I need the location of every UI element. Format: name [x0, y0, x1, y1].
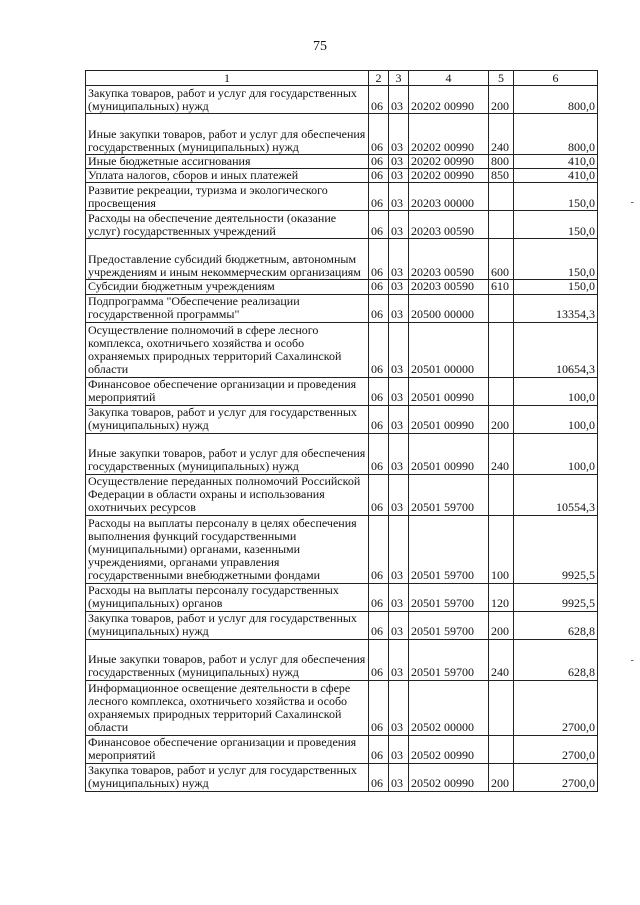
table-row	[86, 474, 598, 515]
row-subsection: 03	[389, 735, 409, 763]
row-amount: 628,8	[514, 639, 598, 680]
row-target-article: 20501 59700	[409, 639, 489, 680]
row-expense-type	[489, 294, 514, 322]
row-section: 06	[369, 680, 389, 735]
row-section: 06	[369, 155, 389, 169]
table-row	[86, 183, 598, 211]
row-name: Иные бюджетные ассигнования	[86, 155, 369, 169]
row-section: 06	[369, 474, 389, 515]
table-header-row	[86, 71, 598, 86]
page-number: 75	[313, 39, 327, 54]
table-row	[86, 239, 598, 280]
row-section: 06	[369, 405, 389, 433]
row-subsection: 03	[389, 377, 409, 405]
row-name: Финансовое обеспечение организации и проведения мероприятий	[86, 735, 369, 763]
row-amount: 10554,3	[514, 474, 598, 515]
row-subsection: 03	[389, 515, 409, 583]
row-target-article: 20203 00590	[409, 211, 489, 239]
row-expense-type: 100	[489, 515, 514, 583]
header-col-1: 1	[86, 71, 369, 86]
table-row	[86, 763, 598, 791]
row-section: 06	[369, 611, 389, 639]
row-target-article: 20202 00990	[409, 114, 489, 155]
header-col-5: 5	[489, 71, 514, 86]
table-row	[86, 322, 598, 377]
row-target-article: 20501 00000	[409, 322, 489, 377]
table-row	[86, 294, 598, 322]
row-amount: 100,0	[514, 405, 598, 433]
row-subsection: 03	[389, 183, 409, 211]
row-target-article: 20501 59700	[409, 515, 489, 583]
row-amount: 100,0	[514, 377, 598, 405]
row-amount: 410,0	[514, 169, 598, 183]
row-section: 06	[369, 211, 389, 239]
row-expense-type: 800	[489, 155, 514, 169]
row-expense-type: 610	[489, 280, 514, 294]
row-name: Расходы на обеспечение деятельности (оказание услуг) государственных учреждений	[86, 211, 369, 239]
row-expense-type: 200	[489, 611, 514, 639]
row-target-article: 20203 00000	[409, 183, 489, 211]
header-col-3: 3	[389, 71, 409, 86]
row-expense-type: 850	[489, 169, 514, 183]
row-amount: 410,0	[514, 155, 598, 169]
row-expense-type: 200	[489, 405, 514, 433]
row-subsection: 03	[389, 474, 409, 515]
row-section: 06	[369, 735, 389, 763]
row-subsection: 03	[389, 583, 409, 611]
row-name: Развитие рекреации, туризма и экологического просвещения	[86, 183, 369, 211]
row-name: Расходы на выплаты персоналу государственных (муниципальных) органов	[86, 583, 369, 611]
row-section: 06	[369, 169, 389, 183]
row-target-article: 20203 00590	[409, 239, 489, 280]
row-amount: 150,0	[514, 183, 598, 211]
row-section: 06	[369, 294, 389, 322]
budget-table	[85, 70, 598, 792]
header-col-6: 6	[514, 71, 598, 86]
row-name: Иные закупки товаров, работ и услуг для обеспечения государственных (муниципальных) нужд	[86, 639, 369, 680]
row-name: Предоставление субсидий бюджетным, автономным учреждениям и иным некоммерческим организациям	[86, 239, 369, 280]
row-expense-type	[489, 377, 514, 405]
table-row	[86, 433, 598, 474]
row-amount: 2700,0	[514, 735, 598, 763]
row-target-article: 20502 00990	[409, 763, 489, 791]
row-amount: 10654,3	[514, 322, 598, 377]
row-amount: 2700,0	[514, 763, 598, 791]
row-subsection: 03	[389, 155, 409, 169]
table-row	[86, 735, 598, 763]
row-subsection: 03	[389, 294, 409, 322]
row-expense-type	[489, 680, 514, 735]
scan-edge-mark: -	[630, 655, 634, 666]
row-name: Закупка товаров, работ и услуг для государственных (муниципальных) нужд	[86, 763, 369, 791]
row-name: Подпрограмма "Обеспечение реализации государственной программы"	[86, 294, 369, 322]
row-expense-type	[489, 474, 514, 515]
row-section: 06	[369, 183, 389, 211]
row-amount: 100,0	[514, 433, 598, 474]
row-name: Субсидии бюджетным учреждениям	[86, 280, 369, 294]
row-section: 06	[369, 639, 389, 680]
row-subsection: 03	[389, 280, 409, 294]
row-section: 06	[369, 239, 389, 280]
table-row	[86, 405, 598, 433]
row-target-article: 20501 00990	[409, 433, 489, 474]
row-target-article: 20502 00000	[409, 680, 489, 735]
row-expense-type: 120	[489, 583, 514, 611]
row-name: Закупка товаров, работ и услуг для государственных (муниципальных) нужд	[86, 611, 369, 639]
row-name: Иные закупки товаров, работ и услуг для обеспечения государственных (муниципальных) нужд	[86, 433, 369, 474]
table-row	[86, 169, 598, 183]
row-section: 06	[369, 322, 389, 377]
row-expense-type: 200	[489, 763, 514, 791]
budget-table-body	[86, 86, 598, 792]
row-section: 06	[369, 433, 389, 474]
table-row	[86, 680, 598, 735]
row-target-article: 20203 00590	[409, 280, 489, 294]
row-section: 06	[369, 114, 389, 155]
row-expense-type: 200	[489, 86, 514, 114]
row-subsection: 03	[389, 239, 409, 280]
row-expense-type	[489, 211, 514, 239]
row-subsection: 03	[389, 322, 409, 377]
row-subsection: 03	[389, 611, 409, 639]
row-expense-type: 240	[489, 114, 514, 155]
table-row	[86, 515, 598, 583]
row-target-article: 20502 00990	[409, 735, 489, 763]
row-amount: 150,0	[514, 211, 598, 239]
row-subsection: 03	[389, 433, 409, 474]
row-target-article: 20202 00990	[409, 86, 489, 114]
header-col-4: 4	[409, 71, 489, 86]
row-amount: 800,0	[514, 86, 598, 114]
row-target-article: 20501 00990	[409, 405, 489, 433]
table-row	[86, 583, 598, 611]
row-expense-type	[489, 735, 514, 763]
row-expense-type: 240	[489, 639, 514, 680]
row-section: 06	[369, 86, 389, 114]
row-expense-type: 600	[489, 239, 514, 280]
row-section: 06	[369, 515, 389, 583]
row-amount: 800,0	[514, 114, 598, 155]
row-expense-type: 240	[489, 433, 514, 474]
table-row	[86, 377, 598, 405]
header-col-2: 2	[369, 71, 389, 86]
row-expense-type	[489, 322, 514, 377]
row-expense-type	[489, 183, 514, 211]
row-subsection: 03	[389, 86, 409, 114]
row-section: 06	[369, 377, 389, 405]
row-amount: 150,0	[514, 239, 598, 280]
row-target-article: 20501 59700	[409, 611, 489, 639]
row-amount: 9925,5	[514, 583, 598, 611]
row-section: 06	[369, 280, 389, 294]
row-amount: 9925,5	[514, 515, 598, 583]
row-name: Финансовое обеспечение организации и проведения мероприятий	[86, 377, 369, 405]
row-subsection: 03	[389, 114, 409, 155]
row-subsection: 03	[389, 639, 409, 680]
row-name: Уплата налогов, сборов и иных платежей	[86, 169, 369, 183]
table-row	[86, 155, 598, 169]
table-row	[86, 639, 598, 680]
table-row	[86, 86, 598, 114]
row-name: Информационное освещение деятельности в сфере лесного комплекса, охотничьего хозяйства и особо охраняемых природных территорий Сахалинской области	[86, 680, 369, 735]
table-row	[86, 611, 598, 639]
row-target-article: 20501 59700	[409, 474, 489, 515]
row-section: 06	[369, 583, 389, 611]
row-name: Закупка товаров, работ и услуг для государственных (муниципальных) нужд	[86, 86, 369, 114]
row-amount: 13354,3	[514, 294, 598, 322]
row-amount: 628,8	[514, 611, 598, 639]
row-amount: 150,0	[514, 280, 598, 294]
scan-edge-mark: -	[630, 197, 634, 208]
row-name: Закупка товаров, работ и услуг для государственных (муниципальных) нужд	[86, 405, 369, 433]
row-subsection: 03	[389, 169, 409, 183]
row-subsection: 03	[389, 763, 409, 791]
row-subsection: 03	[389, 680, 409, 735]
table-row	[86, 114, 598, 155]
row-name: Иные закупки товаров, работ и услуг для обеспечения государственных (муниципальных) нужд	[86, 114, 369, 155]
row-amount: 2700,0	[514, 680, 598, 735]
row-target-article: 20501 59700	[409, 583, 489, 611]
row-name: Осуществление полномочий в сфере лесного комплекса, охотничьего хозяйства и особо охраняемых природных территорий Сахалинской области	[86, 322, 369, 377]
row-target-article: 20501 00990	[409, 377, 489, 405]
row-name: Расходы на выплаты персоналу в целях обеспечения выполнения функций государственными (муниципальными) органами, казенными учреждениями, органами управления государственными внебюджетными фондами	[86, 515, 369, 583]
row-target-article: 20202 00990	[409, 155, 489, 169]
row-target-article: 20500 00000	[409, 294, 489, 322]
row-target-article: 20202 00990	[409, 169, 489, 183]
row-section: 06	[369, 763, 389, 791]
table-row	[86, 280, 598, 294]
row-subsection: 03	[389, 405, 409, 433]
row-subsection: 03	[389, 211, 409, 239]
row-name: Осуществление переданных полномочий Российской Федерации в области охраны и использования охотничьих ресурсов	[86, 474, 369, 515]
table-row	[86, 211, 598, 239]
